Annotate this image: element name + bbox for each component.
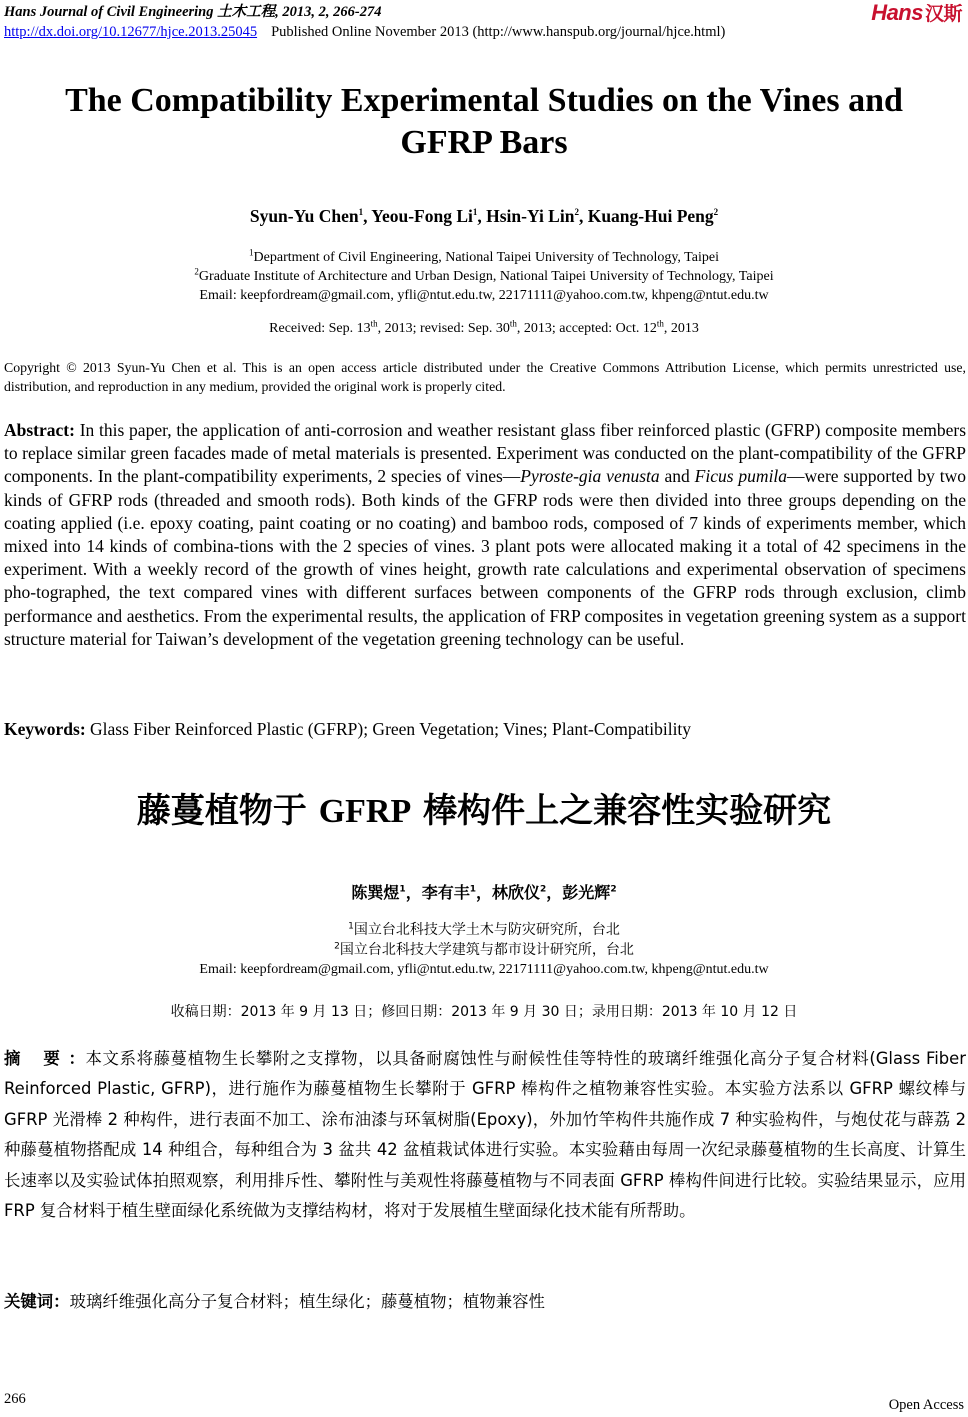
title-cn-part: 棒构件上之兼容性实验研究: [411, 791, 832, 831]
abstract-cn-colon: ：: [68, 1049, 86, 1068]
published-online: Published Online November 2013 (http://www.hanspub.org/journal/hjce.html): [271, 24, 726, 40]
author-cn: 林欣仪: [492, 883, 541, 902]
author-sep: ,: [477, 206, 487, 226]
paper-title: The Compatibility Experimental Studies on the Vines and GFRP Bars: [65, 82, 903, 161]
keywords-cn-text: 玻璃纤维强化高分子复合材料；植生绿化；藤蔓植物；植物兼容性: [69, 1292, 545, 1311]
author: Kuang-Hui Peng: [587, 206, 714, 226]
affiliation-cn-1: [0, 921, 968, 941]
affiliation-text: 国立台北科技大学建筑与都市设计研究所，台北: [339, 941, 634, 958]
keywords-cn-label: 关键词：: [4, 1292, 70, 1311]
author-sup: 1: [469, 884, 476, 895]
affiliation-cn-2: [0, 941, 968, 961]
author-list: [0, 206, 968, 227]
doi-link[interactable]: http://dx.doi.org/10.12677/hjce.2013.25045: [4, 24, 258, 40]
keywords-cn: [4, 1289, 966, 1315]
title-cn-part: 藤蔓植物于: [136, 791, 319, 831]
logo-latin: Hans: [871, 0, 923, 25]
keywords-label: Keywords:: [4, 719, 86, 739]
affiliations-cn: [0, 921, 968, 980]
author-sup: 1: [399, 884, 406, 895]
publisher-logo: [871, 2, 962, 26]
keywords-en: [4, 718, 966, 741]
affiliation-sup: 2: [334, 940, 340, 951]
email-line: Email: keepfordream@gmail.com, yfli@ntut.edu.tw, 22171111@yahoo.com.tw, khpeng@ntut.edu.tw: [199, 288, 769, 303]
abstract-text: In this paper, the application of anti-corrosion and weather resistant glass fiber reinforced plastic (GFRP) composite members to replace similar green facades made of metal materials is presented. Experiment was conducted on the plant-compatibility of the GFRP components. In the plant-compatibility experiments, 2 species of vines—: [4, 420, 966, 487]
received-dates: [0, 318, 968, 337]
date-end: , 2013: [663, 321, 699, 336]
affiliation-sup: 2: [194, 266, 199, 277]
author-sup: 2: [540, 884, 547, 895]
journal-line: Hans Journal of Civil Engineering 土木工程, 2013, 2, 266-274: [4, 4, 382, 20]
species-name: Ficus pumila: [694, 466, 788, 487]
author: Yeou-Fong Li: [371, 206, 473, 226]
copyright-notice: Copyright © 2013 Syun-Yu Chen et al. This is an open access article distributed under the Creative Commons Attribution License, which permits unrestricted use, distribution, and reproduction in any medium, provided the original work is properly cited.: [4, 360, 966, 394]
revised-date: , 2013; revised: Sep. 30: [377, 321, 510, 336]
accepted-date: , 2013; accepted: Oct. 12: [516, 321, 657, 336]
received-dates-cn: 收稿日期：2013 年 9 月 13 日；修回日期：2013 年 9 月 30 日；录用日期：2013 年 10 月 12 日: [170, 1004, 798, 1020]
author-sep: ，: [405, 883, 422, 902]
author-sup: 2: [610, 884, 617, 895]
ordinal-sup: th: [509, 318, 517, 329]
affiliation-1: [0, 248, 968, 267]
author-sup: 1: [472, 207, 478, 218]
author-cn: 李有丰: [421, 883, 470, 902]
author-sep: ，: [475, 883, 492, 902]
ordinal-sup: th: [656, 318, 664, 329]
abstract-cn: [4, 1044, 966, 1226]
ordinal-sup: th: [370, 318, 378, 329]
page-number: 266: [4, 1391, 26, 1407]
abstract-text: —were supported by two kinds of GFRP rods (threaded and smooth rods). Both kinds of the GFRP rods were then divided into three groups depending on the coating applied (i.e. epoxy coating, paint coating or no coating) and bamboo rods, composed of 7 kinds of experiments member, which mixed into 14 kinds of combina-tions with the 2 species of vines. 3 plant pots were allocated making it a total of 42 specimens in the experiment. With a weekly record of the growth of vines height, growth rate calculations and experimental observation of specimens pho-tographed, the text compared vines with different surfaces between components of the GFRP rods through exclusion, climb performance and aesthetics. From the experimental results, the application of FRP composites in vegetation greening system as a support structure material for Taiwan’s development of the vegetation greening technology can be useful.: [4, 466, 966, 649]
open-access-label: Open Access: [888, 1397, 964, 1413]
author: Syun-Yu Chen: [249, 206, 359, 226]
author-sep: ，: [546, 883, 563, 902]
affiliation-text: 国立台北科技大学土木与防灾研究所，台北: [353, 922, 620, 938]
author-sep: ,: [578, 206, 588, 226]
abstract-cn-text: 本文系将藤蔓植物生长攀附之支撑物，以具备耐腐蚀性与耐候性佳等特性的玻璃纤维强化高分子复合材料(Glass Fiber Reinforced Plastic, GFRP)，进行施作为藤蔓植物生长攀附于 GFRP 棒构件之植物兼容性实验。本实验方法系以 GFRP 螺纹棒与 GFRP 光滑棒 2 种构件，进行表面不加工、涂布油漆与环氧树脂(Epoxy)，外加竹竿构件共施作成 7 种实验构件，与炮仗花与薜荔 2 种藤蔓植物搭配成 14 种组合，每种组合为 3 盆共 42 盆植栽试体进行实验。本实验藉由每周一次纪录藤蔓植物的生长高度、计算生长速率以及实验试体拍照观察，利用排斥性、攀附性与美观性将藤蔓植物与不同表面 GFRP 棒构件间进行比较。实验结果显示，应用 FRP 复合材料于植生壁面绿化系统做为支撑结构材，将对于发展植生壁面绿化技术能有所帮助。: [4, 1049, 966, 1221]
author-sep: ,: [363, 206, 372, 226]
author-cn: 陈巽煜: [351, 883, 400, 902]
author-list-cn: [0, 880, 968, 903]
logo-cn: 汉斯: [924, 4, 962, 25]
affiliations: [0, 248, 968, 305]
affiliation-sup: 1: [249, 247, 254, 258]
abstract-en: [4, 419, 966, 651]
email-line-cn: Email: keepfordream@gmail.com, yfli@ntut.edu.tw, 22171111@yahoo.com.tw, khpeng@ntut.edu.tw: [199, 962, 769, 977]
publication-line: [4, 22, 964, 42]
page-header: [4, 2, 964, 42]
author: Hsin-Yi Lin: [486, 206, 575, 226]
affiliation-text: Department of Civil Engineering, National Taipei University of Technology, Taipei: [253, 250, 719, 265]
abstract-text: and: [659, 466, 695, 487]
abstract-label: Abstract:: [4, 420, 75, 440]
author-sup: 2: [574, 207, 579, 218]
received-date: Received: Sep. 13: [269, 321, 371, 336]
keywords-text: Glass Fiber Reinforced Plastic (GFRP); Green Vegetation; Vines; Plant-Compatibility: [85, 719, 692, 739]
affiliation-sup: 1: [348, 921, 354, 932]
author-sup: 2: [713, 207, 719, 218]
species-name: Pyroste-gia venusta: [520, 466, 660, 487]
affiliation-2: [0, 267, 968, 286]
paper-title-cn: [0, 789, 968, 834]
affiliation-text: Graduate Institute of Architecture and Urban Design, National Taipei University of Technology, Taipei: [198, 269, 774, 284]
abstract-cn-label: 摘 要: [4, 1049, 69, 1068]
author-cn: 彭光辉: [562, 883, 611, 902]
author-sup: 1: [358, 207, 364, 218]
title-cn-part: GFRP: [318, 793, 412, 830]
